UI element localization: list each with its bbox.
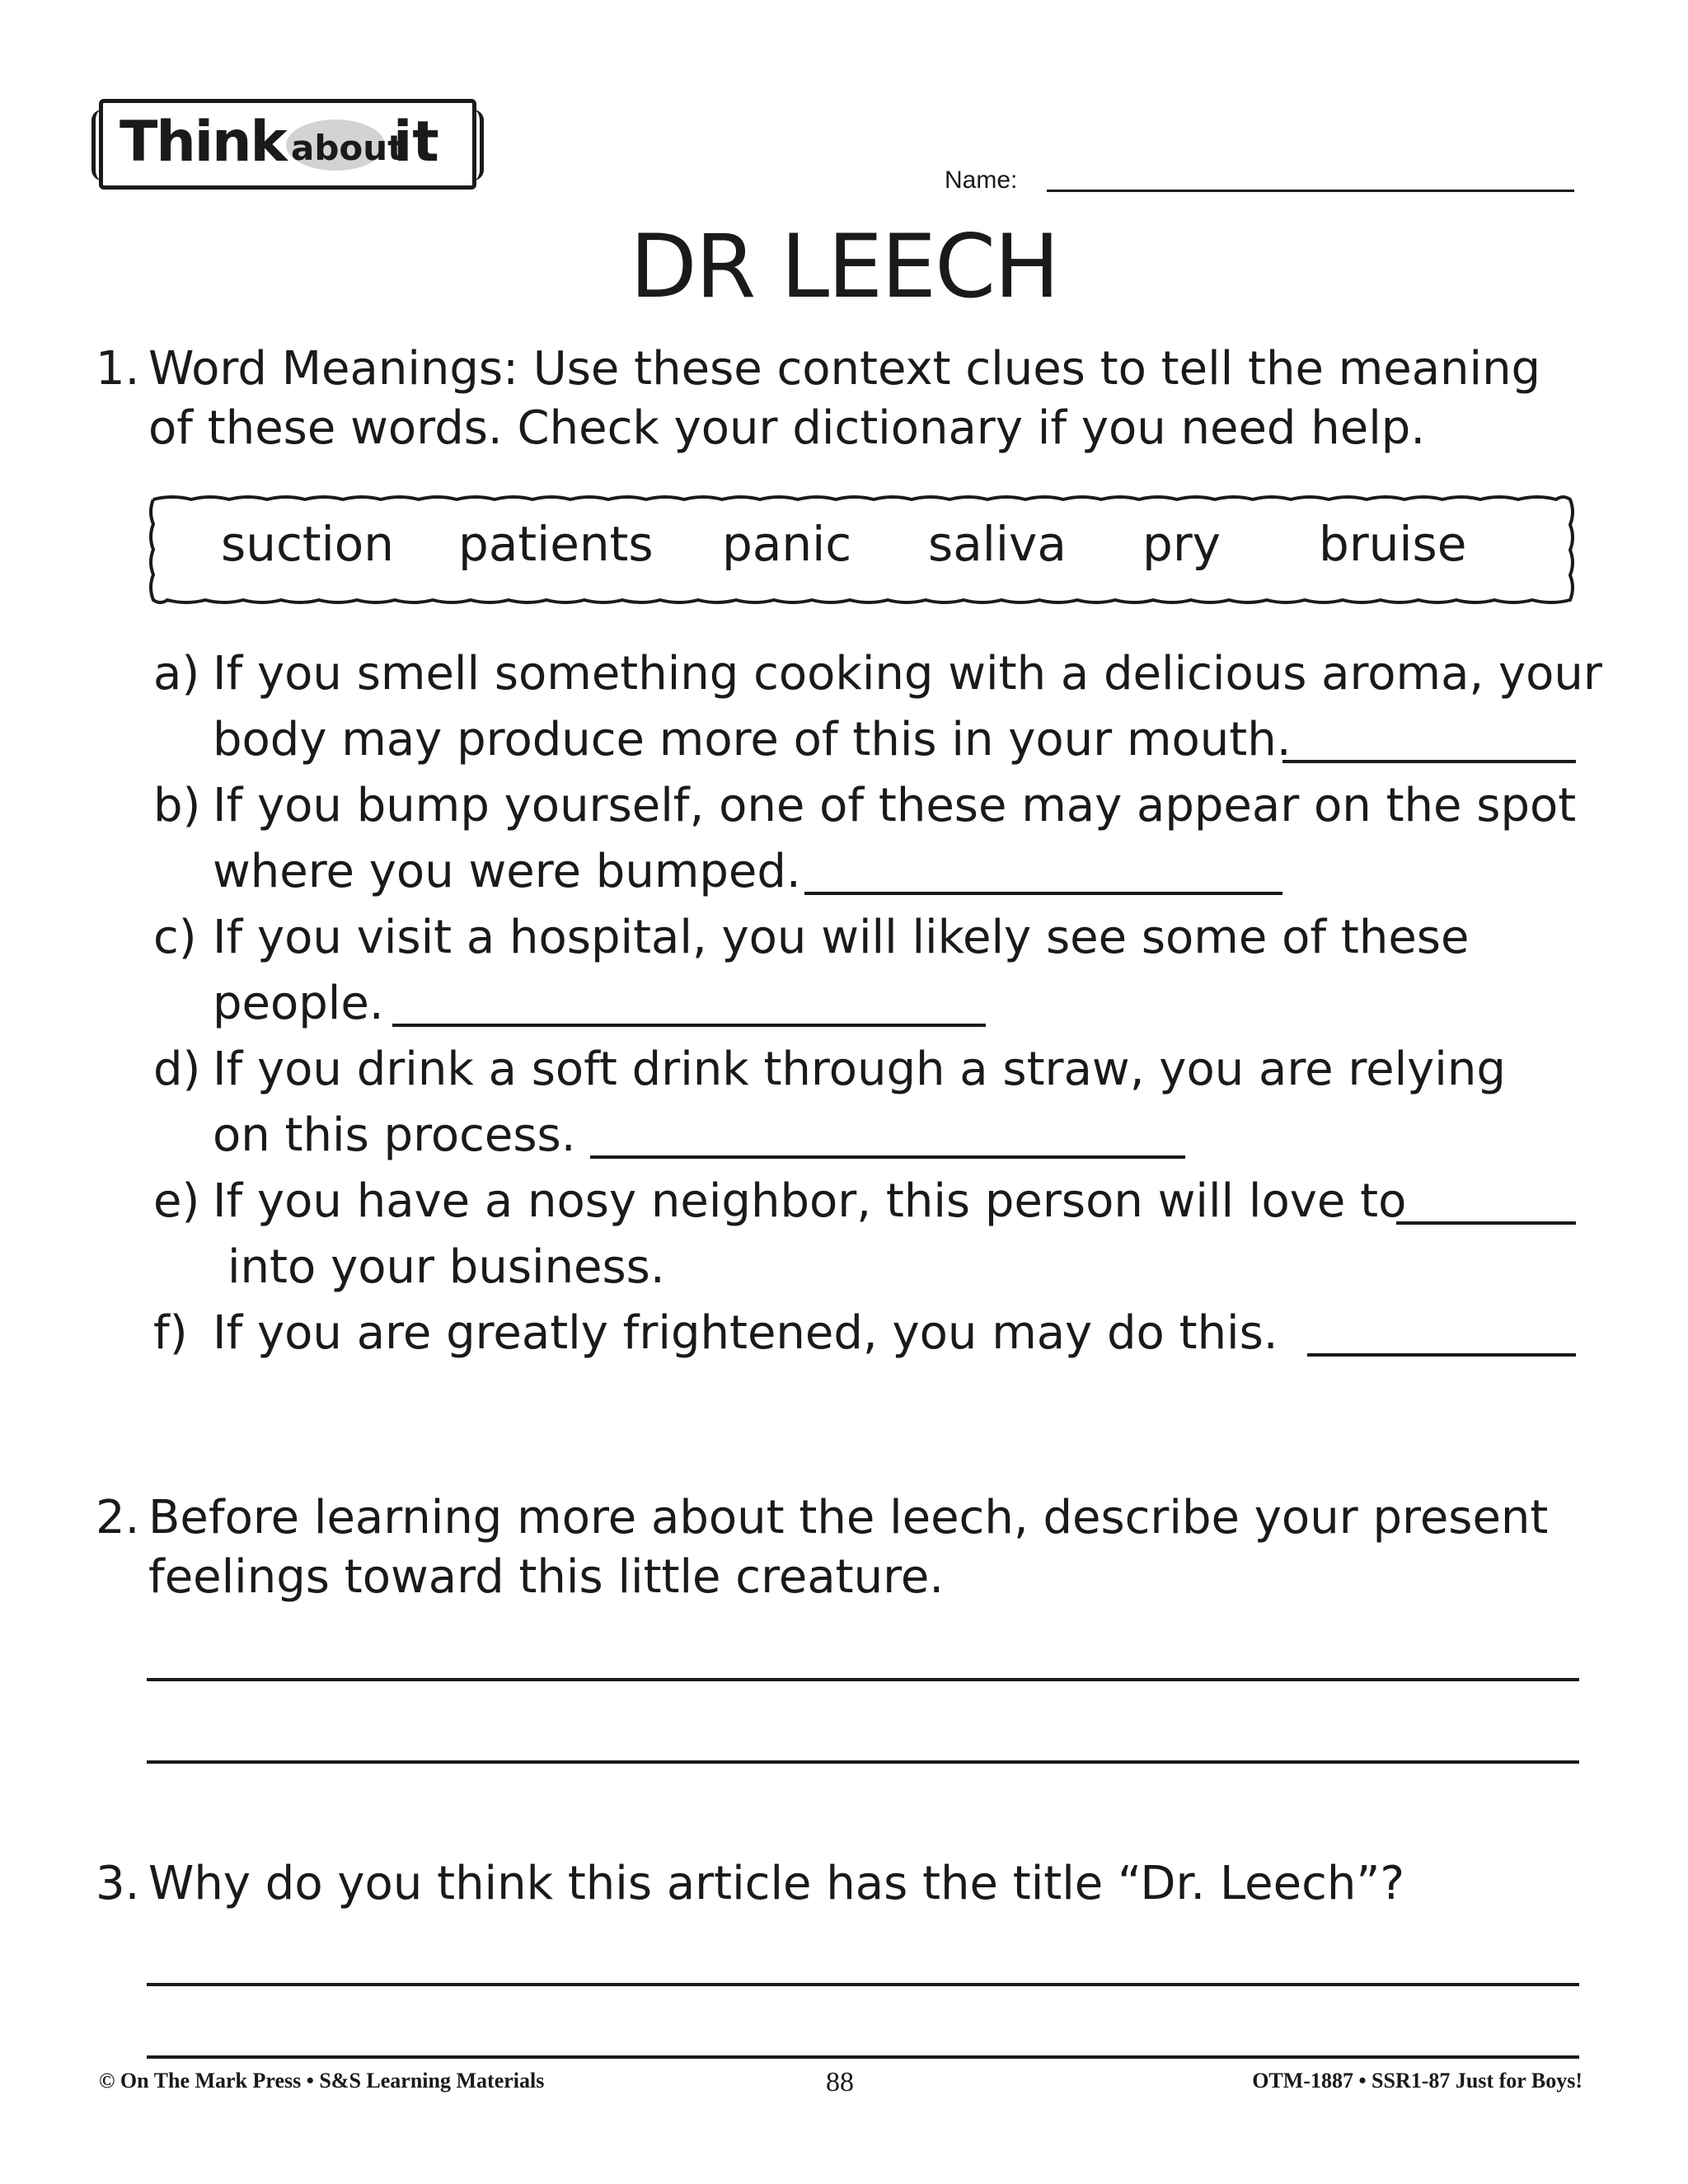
logo-about-text: about	[291, 128, 405, 168]
item-a-line2: body may produce more of this in your mouth.	[213, 713, 1292, 766]
question-3-text-line1: Why do you think this article has the title “Dr. Leech”?	[148, 1857, 1405, 1910]
word-bank-word: pry	[1142, 516, 1221, 572]
answer-blank-d[interactable]	[590, 1155, 1185, 1159]
item-f-line1: If you are greatly frightened, you may do this.	[213, 1306, 1278, 1360]
word-bank-word: suction	[221, 516, 394, 572]
answer-line-q2-1[interactable]	[147, 1678, 1579, 1681]
logo-it-text: it	[393, 110, 439, 175]
answer-blank-a[interactable]	[1282, 760, 1576, 763]
question-2-number: 2.	[96, 1491, 140, 1544]
word-bank-word: patients	[458, 516, 654, 572]
item-d-line1: If you drink a soft drink through a straw, you are relying	[213, 1043, 1506, 1096]
question-3-number: 3.	[96, 1857, 140, 1910]
item-c-line2: people.	[213, 977, 384, 1030]
item-e-line2: into your business.	[227, 1240, 665, 1294]
page-number: 88	[826, 2067, 854, 2097]
name-field-line[interactable]	[1047, 190, 1574, 192]
item-letter: d)	[153, 1043, 201, 1096]
think-about-it-logo	[99, 99, 476, 190]
question-1-number: 1.	[96, 342, 140, 396]
question-1-text-line2: of these words. Check your dictionary if you need help.	[148, 401, 1426, 455]
question-1-text-line1: Word Meanings: Use these context clues to tell the meaning	[148, 342, 1541, 396]
answer-blank-b[interactable]	[804, 892, 1282, 895]
answer-blank-c[interactable]	[392, 1024, 986, 1027]
item-d-line2: on this process.	[213, 1108, 576, 1162]
answer-line-q2-2[interactable]	[147, 1760, 1579, 1764]
item-letter: c)	[153, 911, 197, 964]
item-b-line1: If you bump yourself, one of these may appear on the spot	[213, 779, 1577, 832]
word-bank-word: panic	[722, 516, 852, 572]
item-c-line1: If you visit a hospital, you will likely see some of these	[213, 911, 1470, 964]
answer-line-q3-1[interactable]	[147, 1983, 1579, 1986]
name-label: Name:	[945, 166, 1018, 194]
footer-product-code: OTM-1887 • SSR1-87 Just for Boys!	[1252, 2069, 1582, 2093]
answer-line-q3-2[interactable]	[147, 2055, 1579, 2059]
item-letter: e)	[153, 1174, 200, 1228]
item-letter: a)	[153, 647, 200, 701]
word-bank-word: saliva	[928, 516, 1067, 572]
question-2-text-line2: feelings toward this little creature.	[148, 1550, 945, 1604]
page-title: DR LEECH	[630, 216, 1058, 317]
answer-blank-e[interactable]	[1396, 1221, 1576, 1225]
word-bank-word: bruise	[1319, 516, 1467, 572]
answer-blank-f[interactable]	[1307, 1353, 1576, 1357]
footer-publisher: © On The Mark Press • S&S Learning Materials	[99, 2069, 545, 2093]
item-b-line2: where you were bumped.	[213, 845, 801, 898]
question-2-text-line1: Before learning more about the leech, describe your present	[148, 1491, 1549, 1544]
logo-think-text: Think	[120, 110, 286, 175]
item-letter: f)	[153, 1306, 188, 1360]
item-e-line1: If you have a nosy neighbor, this person will love to	[213, 1174, 1407, 1228]
item-a-line1: If you smell something cooking with a delicious aroma, your	[213, 647, 1602, 701]
item-letter: b)	[153, 779, 201, 832]
